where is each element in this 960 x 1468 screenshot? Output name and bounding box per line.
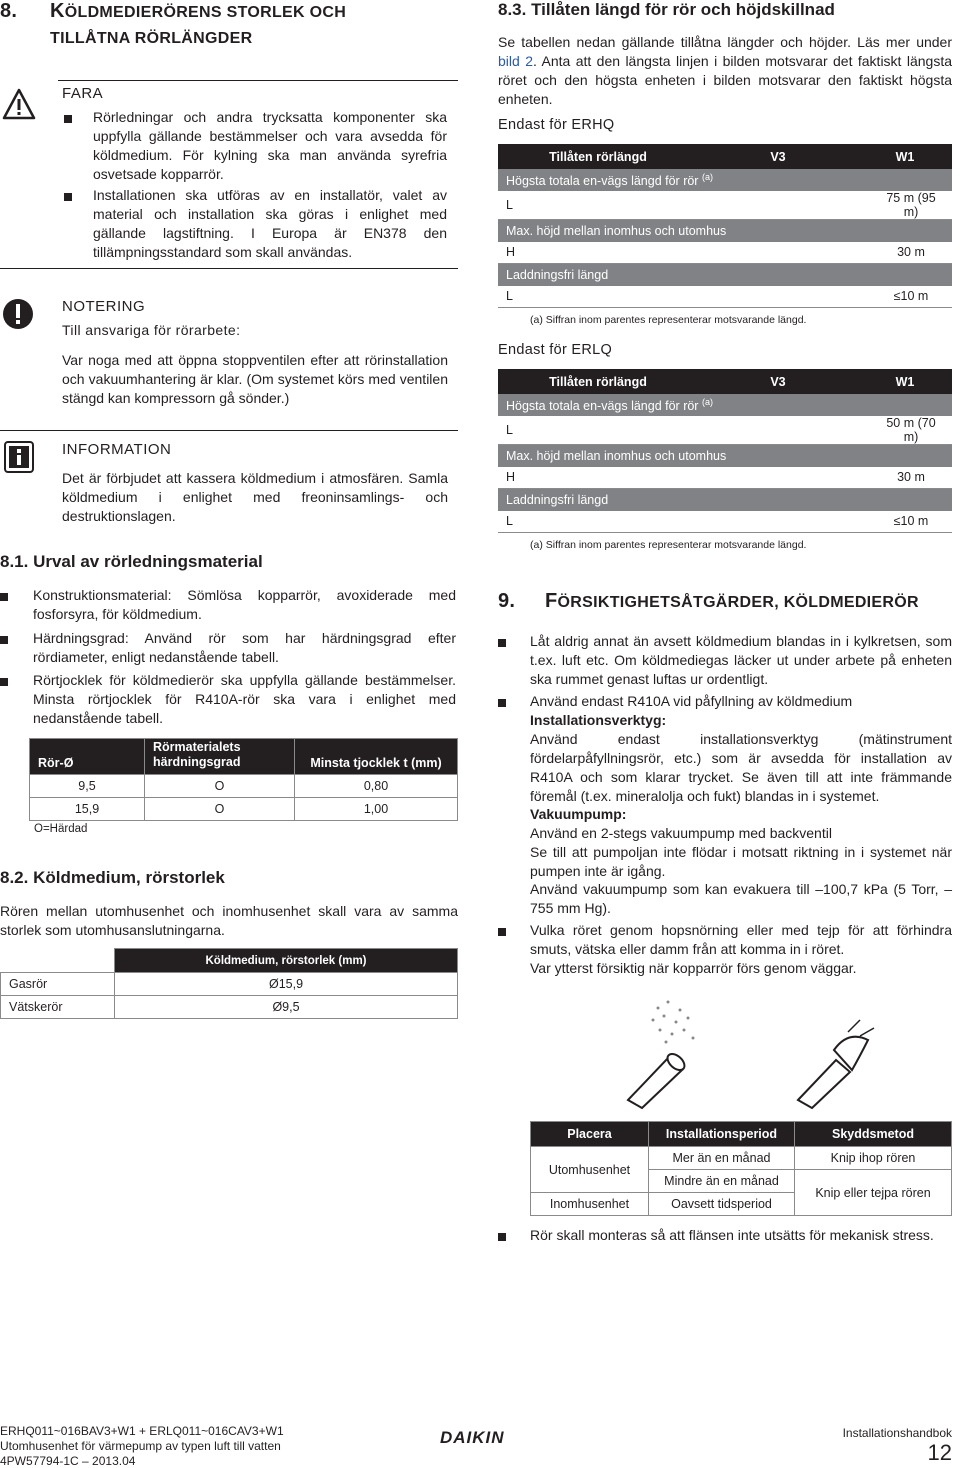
fara-bullet-1: Rörledningar och andra trycksatta komponenter ska uppfylla gällande bestämmelser och vara avsedda för köldmedium. För kylning ska man använda syrefria osvetsade kopparrör.	[93, 109, 447, 182]
section-8-2-title: 8.2. Köldmedium, rörstorlek	[0, 868, 225, 887]
info-icon	[4, 441, 34, 473]
col-header-w1: W1	[895, 374, 915, 389]
footer-manual-title: Installationshandbok	[842, 1426, 952, 1440]
col-header-place: Placera	[531, 1122, 649, 1147]
col-header-v3: V3	[770, 374, 786, 389]
s81-bullet-2: Härdningsgrad: Använd rör som har härdningsgrad efter rördiameter, enligt nedanstående tabell.	[33, 630, 456, 665]
table-group-row: Max. höjd mellan inomhus och utomhus	[506, 223, 727, 238]
notering-subheading: Till ansvariga för rörarbete:	[62, 322, 241, 338]
bullet-icon	[64, 193, 72, 201]
table-cell: L	[506, 423, 513, 437]
erlq-pipe-length-table	[498, 369, 952, 533]
info-text: Det är förbjudet att kassera köldmedium i atmosfären. Samla köldmedium i enlighet med freoninsamlings- och destruktionslagen.	[62, 470, 448, 524]
s9-tools-text: Använd endast installationsverktyg (mätinstrument fördelarpåfyllningsrör, etc.) som är avsedda för installation av R410A och som klarar trycket. Se även till att inte främmande föremål (t.ex. mineralolja och fukt) blandas in i systemet.	[530, 731, 952, 804]
col-header-hardness: Rörmaterialets härdningsgrad	[145, 739, 295, 775]
table-row	[498, 416, 952, 445]
bullet-icon	[498, 639, 506, 647]
bullet-icon	[0, 593, 8, 601]
erhq-pipe-length-table	[498, 144, 952, 308]
s9-vacuum-1: Använd en 2-stegs vakuumpump med backventil	[530, 825, 832, 841]
pipe-protection-table	[530, 1121, 952, 1216]
table-row	[1, 996, 458, 1019]
bullet-icon	[498, 699, 506, 707]
section-8-1-title: 8.1. Urval av rörledningsmaterial	[0, 552, 263, 571]
table-cell: 0,80	[295, 775, 458, 798]
table-cell: H	[506, 245, 516, 260]
table-cell: 30 m	[897, 470, 925, 485]
page-number: 12	[927, 1440, 952, 1465]
table-cell: ≤10 m	[893, 514, 929, 529]
table-row	[30, 775, 458, 798]
table-cell: Mindre än en månad	[649, 1170, 795, 1193]
bullet-icon	[498, 928, 506, 936]
table-group-row: Högsta totala en-vägs längd för rör $^{(a)}$	[506, 171, 713, 189]
table-row	[1, 973, 458, 996]
s9-bullet-2: Använd endast R410A vid påfyllning av köldmedium	[530, 693, 853, 709]
s9-bullet-3b: Var ytterst försiktig när kopparrör förs genom väggar.	[530, 960, 857, 976]
table-cell: 30 m	[897, 245, 925, 260]
col-header-period: Installationsperiod	[649, 1122, 795, 1147]
figure-2-link[interactable]: bild 2	[498, 53, 533, 69]
s9-bullet-3: Vulka röret genom hopsnörning eller med tejp för att förhindra smuts, vätska eller damm från att komma in i röret.	[530, 922, 952, 957]
exclamation-circle-icon	[2, 298, 34, 330]
s9-vacuum-2: Se till att pumpoljan inte flödar i motsatt riktning in i systemet när pumpen inte är igång.	[530, 844, 952, 879]
table-cell: 75 m (95 m)	[886, 191, 936, 219]
erlq-footnote: (a) Siffran inom parentes representerar motsvarande längd.	[530, 539, 807, 551]
s9-tools-heading: Installationsverktyg:	[530, 712, 667, 728]
notering-label: NOTERING	[62, 298, 146, 315]
fara-bullet-2: Installationen ska utföras av en installatör, valet av material och installation ska göras i enlighet med gällande lagstiftning. I Europa är EN378 den tillämpningsstandard som skall användas.	[93, 187, 447, 260]
col-header-pipe-length: Tillåten rörlängd	[549, 374, 647, 389]
table-row	[498, 286, 952, 308]
table-cell: 50 m (70 m)	[886, 416, 936, 444]
table-cell: Inomhusenhet	[531, 1193, 649, 1216]
table-cell: Mer än en månad	[649, 1147, 795, 1170]
col-header-v3: V3	[770, 149, 786, 164]
bullet-icon	[0, 678, 8, 686]
col-header-pipe-length: Tillåten rörlängd	[549, 149, 647, 164]
table-cell: 1,00	[295, 798, 458, 821]
table-group-row: Högsta totala en-vägs längd för rör $^{(a)}$	[506, 396, 713, 414]
footer-model: ERHQ011~016BAV3+W1 + ERLQ011~016CAV3+W1	[0, 1424, 284, 1438]
col-header-pipe-diameter: Rör-Ø	[30, 739, 145, 775]
table-group-row: Max. höjd mellan inomhus och utomhus	[506, 448, 727, 463]
table-row	[498, 242, 952, 264]
s81-bullet-3: Rörtjocklek för köldmedierör ska uppfylla gällande bestämmelser. Minsta rörtjocklek för R410A-rör ska vara i enlighet med nedanstående tabell.	[33, 672, 456, 726]
col-header-pipe-size: Köldmedium, rörstorlek (mm)	[115, 949, 458, 973]
table-cell: Vätskerör	[1, 996, 115, 1019]
section-9-title: FÖRSIKTIGHETSÅTGÄRDER, KÖLDMEDIERÖR	[545, 590, 919, 612]
table-row	[498, 467, 952, 489]
pipe-thickness-table	[29, 738, 458, 821]
table-cell: 9,5	[30, 775, 145, 798]
info-top-rule	[0, 430, 458, 431]
table-row	[30, 798, 458, 821]
table-cell: L	[506, 514, 513, 529]
warning-triangle-icon	[2, 88, 36, 120]
s9-vacuum-heading: Vakuumpump:	[530, 806, 627, 822]
erhq-heading: Endast för ERHQ	[498, 117, 615, 133]
table-note-hardened: O=Härdad	[34, 823, 88, 835]
erlq-heading: Endast för ERLQ	[498, 342, 613, 358]
s83-text: Se tabellen nedan gällande tillåtna längder och höjder. Läs mer under bild 2. Anta att den längsta linjen i bilden motsvarar det faktiskt längsta röret och den högsta enheten i bilden motsvarar den faktiskt högsta enheten.	[498, 34, 952, 107]
refrigerant-pipe-size-table	[0, 948, 458, 1019]
table-row	[498, 511, 952, 533]
section-8-3-title: 8.3. Tillåten längd för rör och höjdskillnad	[498, 0, 835, 19]
s9-vacuum-3: Använd vakuumpump som kan evakuera till –100,7 kPa (5 Torr, –755 mm Hg).	[530, 881, 952, 916]
table-cell: Knip eller tejpa rören	[795, 1170, 952, 1216]
table-cell: ≤10 m	[893, 289, 929, 304]
table-row	[498, 191, 952, 220]
section-9-number: 9.	[498, 590, 516, 612]
col-header-method: Skyddsmetod	[795, 1122, 952, 1147]
section-8-number: 8.	[0, 0, 18, 22]
table-cell: Gasrör	[1, 973, 115, 996]
table-cell: 15,9	[30, 798, 145, 821]
table-cell: Knip ihop rören	[795, 1147, 952, 1170]
section-8-title-line2: TILLÅTNA RÖRLÄNGDER	[50, 30, 253, 47]
table-cell: Oavsett tidsperiod	[649, 1193, 795, 1216]
s81-bullet-1: Konstruktionsmaterial: Sömlösa kopparrör, avoxiderade med fosforsyra, för köldmedium.	[33, 587, 456, 622]
table-cell: L	[506, 289, 513, 304]
fara-top-rule	[58, 80, 458, 81]
notering-top-rule	[0, 268, 458, 269]
table-cell: O	[145, 798, 295, 821]
table-cell: Utomhusenhet	[531, 1147, 649, 1193]
pipe-protection-illustration	[598, 990, 918, 1110]
s9-bullet-1: Låt aldrig annat än avsett köldmedium blandas in i kylkretsen, som t.ex. luft etc. Om köldmediegas läcker ut under arbete på enheten ska rummet genast luftas ur ordentligt.	[530, 633, 952, 687]
daikin-logo: DAIKIN	[440, 1428, 505, 1447]
table-cell: L	[506, 198, 513, 212]
section-8-title-line1: KÖLDMEDIERÖRENS STORLEK OCH	[50, 0, 347, 22]
table-group-row: Laddningsfri längd	[506, 267, 609, 282]
info-label: INFORMATION	[62, 441, 172, 458]
footer-description: Utomhusenhet för värmepump av typen luft till vatten	[0, 1439, 281, 1453]
notering-text: Var noga med att öppna stoppventilen efter att rörinstallation och vakuumhantering är klar. (Om systemet körs med ventilen stängd kan kompressorn gå sönder.)	[62, 352, 448, 406]
col-header-w1: W1	[895, 149, 915, 164]
bullet-icon	[64, 115, 72, 123]
erhq-footnote: (a) Siffran inom parentes representerar motsvarande längd.	[530, 314, 807, 326]
s82-text: Rören mellan utomhusenhet och inomhusenhet skall vara av samma storlek som utomhusanslutningarna.	[0, 903, 458, 938]
fara-label: FARA	[62, 85, 104, 102]
table-cell: H	[506, 470, 516, 485]
table-cell: Ø9,5	[115, 996, 458, 1019]
bullet-icon	[0, 636, 8, 644]
table-row	[531, 1147, 952, 1170]
table-cell: Ø15,9	[115, 973, 458, 996]
col-header-min-thickness: Minsta tjocklek t (mm)	[295, 739, 458, 775]
bullet-icon	[498, 1233, 506, 1241]
s9-bullet-4: Rör skall monteras så att flänsen inte utsätts för mekanisk stress.	[530, 1227, 934, 1243]
footer-doc-number: 4PW57794-1C – 2013.04	[0, 1454, 136, 1468]
table-group-row: Laddningsfri längd	[506, 492, 609, 507]
table-cell: O	[145, 775, 295, 798]
